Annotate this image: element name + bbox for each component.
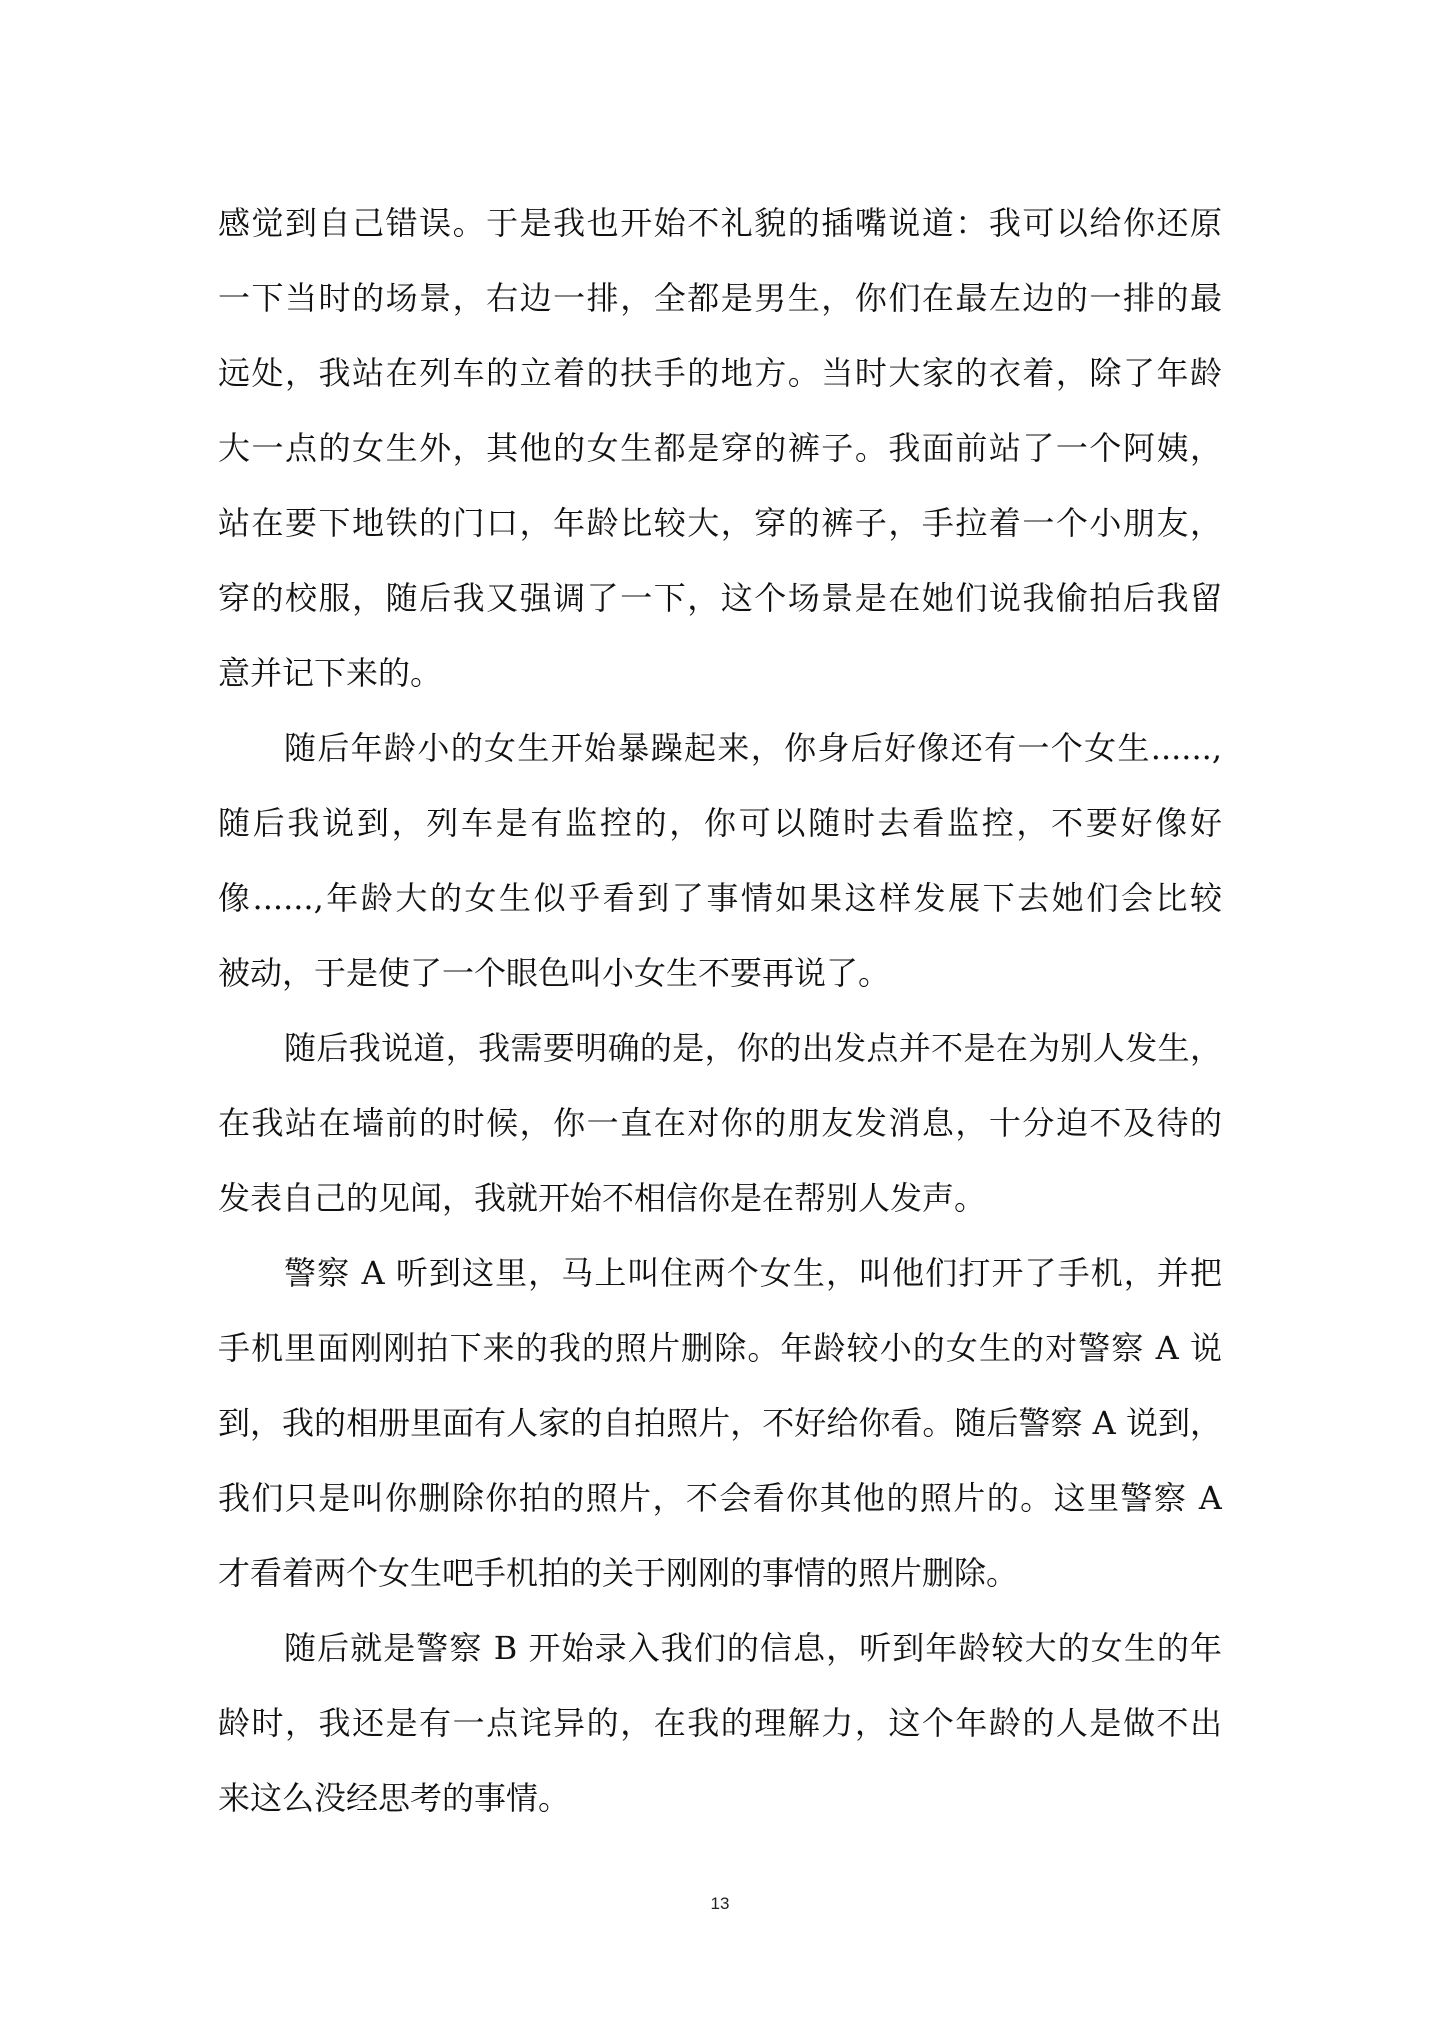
text-line: 随后就是警察 B 开始录入我们的信息，听到年龄较大的女生的年 bbox=[284, 1629, 1222, 1667]
text-line: 才看着两个女生吧手机拍的关于刚刚的事情的照片删除。 bbox=[218, 1554, 1019, 1592]
text-line: 发表自己的见闻，我就开始不相信你是在帮别人发声。 bbox=[218, 1179, 987, 1217]
text-line: 在我站在墙前的时候，你一直在对你的朋友发消息，十分迫不及待的 bbox=[218, 1104, 1222, 1142]
text-line: 感觉到自己错误。于是我也开始不礼貌的插嘴说道：我可以给你还原 bbox=[218, 204, 1222, 242]
text-line: 龄时，我还是有一点诧异的，在我的理解力，这个年龄的人是做不出 bbox=[218, 1704, 1222, 1742]
document-body bbox=[218, 186, 1222, 1836]
text-line: 远处，我站在列车的立着的扶手的地方。当时大家的衣着，除了年龄 bbox=[218, 354, 1222, 392]
text-line: 来这么没经思考的事情。 bbox=[218, 1779, 571, 1817]
text-line: 意并记下来的。 bbox=[218, 654, 443, 692]
text-line: 警察 A 听到这里，马上叫住两个女生，叫他们打开了手机，并把 bbox=[284, 1254, 1222, 1292]
text-line: 像......,年龄大的女生似乎看到了事情如果这样发展下去她们会比较 bbox=[218, 879, 1222, 917]
text-line: 手机里面刚刚拍下来的我的照片删除。年龄较小的女生的对警察 A 说 bbox=[218, 1329, 1222, 1367]
text-line: 被动，于是使了一个眼色叫小女生不要再说了。 bbox=[218, 954, 891, 992]
text-line: 随后我说到，列车是有监控的，你可以随时去看监控，不要好像好 bbox=[218, 804, 1222, 842]
text-line: 我们只是叫你删除你拍的照片，不会看你其他的照片的。这里警察 A bbox=[218, 1479, 1222, 1517]
text-line: 大一点的女生外，其他的女生都是穿的裤子。我面前站了一个阿姨， bbox=[218, 429, 1222, 467]
text-line: 随后我说道，我需要明确的是，你的出发点并不是在为别人发生， bbox=[284, 1029, 1222, 1067]
page-number: 13 bbox=[710, 1894, 730, 1913]
text-line: 随后年龄小的女生开始暴躁起来，你身后好像还有一个女生......, bbox=[284, 729, 1222, 767]
text-line: 一下当时的场景，右边一排，全都是男生，你们在最左边的一排的最 bbox=[218, 279, 1222, 317]
text-line: 站在要下地铁的门口，年龄比较大，穿的裤子，手拉着一个小朋友， bbox=[218, 504, 1222, 542]
text-line: 穿的校服，随后我又强调了一下，这个场景是在她们说我偷拍后我留 bbox=[218, 579, 1222, 617]
text-line: 到，我的相册里面有人家的自拍照片，不好给你看。随后警察 A 说到， bbox=[218, 1404, 1222, 1442]
